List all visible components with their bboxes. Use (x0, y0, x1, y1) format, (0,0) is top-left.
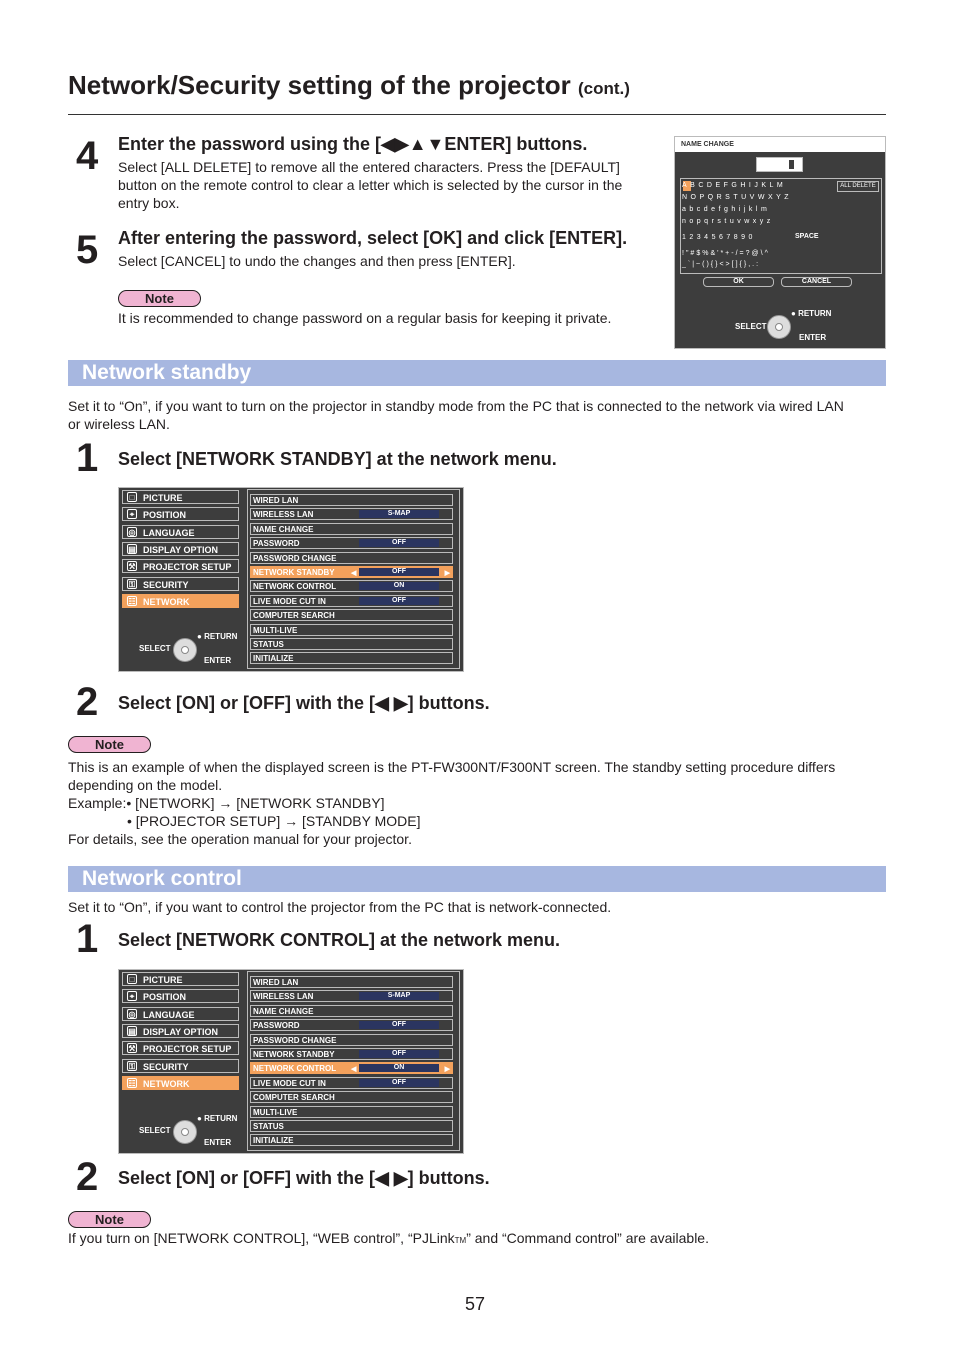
step-4-number: 4 (76, 134, 99, 178)
left-menu-label: POSITION (143, 992, 187, 1002)
submenu-value: OFF (359, 539, 439, 547)
select-label: SELECT (735, 322, 767, 331)
standby-left-menu-language[interactable] (122, 525, 239, 539)
return-text: RETURN (798, 309, 832, 318)
control-note-post: ” and “Command control” are available. (466, 1230, 709, 1246)
network-control-section-bar (68, 866, 886, 892)
standby-submenu-network-standby[interactable] (250, 566, 453, 578)
submenu-label: NETWORK STANDBY (253, 1050, 335, 1059)
left-menu-label: NETWORK (143, 597, 190, 607)
network-control-heading: Network control (82, 867, 242, 890)
enter-label: ENTER (799, 333, 827, 342)
char-row-7[interactable]: _`|~(){}<>[]{},.: (682, 261, 761, 268)
standby-submenu-live-mode-cut-in[interactable] (250, 595, 453, 607)
note-text-1: It is recommended to change password on a regular basis for keeping it private. (118, 310, 612, 326)
space-key[interactable]: SPACE (795, 233, 819, 240)
char-row-4[interactable]: nopqrstuvwxyz (682, 218, 774, 225)
position-icon: ⌖ (127, 509, 137, 519)
standby-enter-label: ENTER (204, 656, 232, 665)
left-arrow-icon[interactable]: ◀ (351, 570, 357, 577)
step-4-heading: Enter the password using the [◀▶▲▼ENTER] buttons. (118, 134, 588, 154)
control-step-1-number: 1 (76, 917, 99, 961)
standby-select-dial-icon (173, 638, 197, 662)
submenu-label: WIRELESS LAN (253, 992, 314, 1002)
network-standby-note (68, 758, 886, 848)
standby-note-line-5: For details, see the operation manual for your projector. (68, 831, 412, 847)
language-icon: ◎ (128, 528, 136, 537)
control-submenu-wired-lan[interactable] (250, 976, 453, 988)
network-icon: ☷ (128, 1079, 136, 1088)
submenu-label: NETWORK CONTROL (253, 582, 337, 592)
control-step-1-heading: Select [NETWORK CONTROL] at the network menu. (118, 930, 561, 950)
standby-submenu-name-change[interactable] (250, 523, 453, 535)
submenu-label: NAME CHANGE (253, 1006, 314, 1016)
name-change-header: NAME CHANGE (675, 137, 885, 152)
char-row-3[interactable]: abcdefghijklm (682, 206, 771, 213)
network-standby-intro-line-2: or wireless LAN. (68, 416, 170, 432)
password-entry-box[interactable] (756, 157, 803, 172)
submenu-label: WIRELESS LAN (253, 510, 314, 520)
control-network-submenu (247, 971, 460, 1151)
cancel-button[interactable]: CANCEL (781, 277, 852, 287)
control-return-label: ● RETURN (197, 1114, 238, 1123)
left-menu-label: SECURITY (143, 580, 189, 590)
step-5-heading: After entering the password, select [OK] and click [ENTER]. (118, 228, 628, 248)
submenu-label: PASSWORD (253, 1021, 300, 1031)
control-submenu-network-standby[interactable] (250, 1048, 453, 1060)
submenu-value: OFF (359, 1021, 439, 1029)
submenu-value: OFF (359, 1079, 439, 1087)
note-badge-3: Note (68, 1211, 151, 1228)
control-note-pre: If you turn on [NETWORK CONTROL], “WEB control”, “PJLink (68, 1230, 455, 1246)
standby-return-label: ● RETURN (197, 632, 238, 641)
standby-left-menu-security[interactable] (122, 577, 239, 591)
submenu-label: WIRED LAN (253, 496, 299, 505)
step-4-line-3: entry box. (118, 195, 180, 211)
submenu-label: LIVE MODE CUT IN (253, 596, 326, 606)
projector-setup-icon: ⚒ (128, 562, 136, 571)
left-menu-label: PROJECTOR SETUP (143, 1044, 232, 1054)
control-step-2-number: 2 (76, 1155, 99, 1199)
page-title-cont: (cont.) (577, 79, 630, 98)
step-4-line-1: Select [ALL DELETE] to remove all the entered characters. Press the [DEFAULT] (118, 159, 620, 175)
return-text: RETURN (204, 1114, 238, 1123)
page-title (68, 70, 630, 101)
control-note-tm: TM (454, 1236, 467, 1245)
submenu-label: STATUS (253, 640, 284, 649)
left-menu-label: PICTURE (143, 493, 183, 503)
left-menu-label: DISPLAY OPTION (143, 545, 219, 555)
network-control-note (68, 1229, 709, 1250)
submenu-value: ON (359, 582, 439, 590)
submenu-value: OFF (359, 1050, 439, 1058)
standby-submenu-password-change[interactable] (250, 552, 453, 564)
left-menu-label: NETWORK (143, 1079, 190, 1089)
submenu-value: S-MAP (359, 510, 439, 518)
step-5-number: 5 (76, 228, 99, 272)
position-icon: ⌖ (127, 991, 137, 1001)
standby-submenu-initialize[interactable] (250, 652, 453, 664)
step-5-text: Select [CANCEL] to undo the changes and then press [ENTER]. (118, 253, 516, 269)
control-select-dial-icon (173, 1120, 197, 1144)
standby-submenu-password[interactable] (250, 537, 453, 549)
control-submenu-initialize[interactable] (250, 1134, 453, 1146)
standby-note-line-4: • [PROJECTOR SETUP] → [STANDBY MODE] (127, 813, 421, 829)
control-left-menu-display-option[interactable] (122, 1024, 239, 1038)
control-left-menu-projector-setup[interactable] (122, 1041, 239, 1055)
submenu-value: OFF (359, 568, 439, 576)
control-left-menu-network[interactable] (122, 1076, 239, 1090)
all-delete-button[interactable]: ALL DELETE (837, 181, 879, 192)
submenu-label: COMPUTER SEARCH (253, 1093, 335, 1103)
submenu-value: ON (359, 1064, 439, 1072)
standby-step-1-number: 1 (76, 436, 99, 480)
submenu-label: LIVE MODE CUT IN (253, 1078, 326, 1088)
control-submenu-multi-live[interactable] (250, 1106, 453, 1118)
standby-submenu-multi-live[interactable] (250, 624, 453, 636)
right-arrow-icon[interactable]: ▶ (444, 1066, 450, 1074)
select-dial-icon (767, 315, 791, 339)
submenu-label: NETWORK STANDBY (253, 568, 335, 577)
network-icon: ☷ (128, 597, 136, 606)
standby-left-menu-position[interactable] (122, 507, 239, 521)
submenu-value: S-MAP (359, 992, 439, 1000)
note-badge-1: Note (118, 290, 201, 307)
left-menu-label: DISPLAY OPTION (143, 1027, 219, 1037)
return-text: RETURN (204, 632, 238, 641)
page-number: 57 (465, 1294, 486, 1314)
char-row-2[interactable]: NOPQRSTUVWXYZ (682, 194, 793, 201)
standby-step-2-number: 2 (76, 680, 99, 724)
step-4-line-2: button on the remote control to clear a letter which is selected by the cursor in the (118, 177, 623, 193)
submenu-label: INITIALIZE (253, 1136, 294, 1146)
control-step-2-heading: Select [ON] or [OFF] with the [◀ ▶] buttons. (118, 1168, 490, 1188)
left-menu-label: SECURITY (143, 1062, 189, 1072)
title-rule (68, 114, 886, 115)
standby-left-menu-display-option[interactable] (122, 542, 239, 556)
security-icon: ⚿ (128, 580, 136, 589)
submenu-label: MULTI-LIVE (253, 1107, 298, 1117)
submenu-label: NETWORK CONTROL (253, 1064, 337, 1074)
submenu-label: INITIALIZE (253, 654, 294, 664)
control-left-menu-security[interactable] (122, 1059, 239, 1073)
submenu-label: NAME CHANGE (253, 524, 314, 534)
control-left-menu-language[interactable] (122, 1007, 239, 1021)
control-submenu-name-change[interactable] (250, 1005, 453, 1017)
standby-note-line-1: This is an example of when the displayed screen is the PT-FW300NT/F300NT screen. The standby setting procedure differs (68, 759, 836, 775)
control-submenu-network-control[interactable] (250, 1062, 453, 1074)
standby-submenu-wireless-lan[interactable] (250, 508, 453, 520)
submenu-label: STATUS (253, 1122, 284, 1131)
standby-submenu-wired-lan[interactable] (250, 494, 453, 506)
step-4-text (118, 158, 658, 212)
standby-step-1-heading: Select [NETWORK STANDBY] at the network menu. (118, 449, 557, 469)
picture-icon: □ (127, 492, 137, 502)
char-row-1[interactable]: ABCDEFGHIJKLM (682, 182, 787, 189)
control-submenu-computer-search[interactable] (250, 1091, 453, 1103)
standby-step-2-heading: Select [ON] or [OFF] with the [◀ ▶] buttons. (118, 693, 490, 713)
language-icon: ◎ (128, 1010, 136, 1019)
standby-submenu-status[interactable] (250, 638, 453, 650)
network-menu-screen-standby (118, 487, 464, 672)
standby-left-menu-picture[interactable] (122, 490, 239, 504)
note-badge-2: Note (68, 736, 151, 753)
page-title-text: Network/Security setting of the projector (68, 70, 571, 100)
network-control-intro: Set it to “On”, if you want to control the projector from the PC that is network-connected. (68, 899, 612, 915)
name-change-screen (674, 136, 886, 349)
projector-setup-icon: ⚒ (128, 1044, 136, 1053)
network-standby-section-bar (68, 360, 886, 386)
ok-button[interactable]: OK (703, 277, 774, 287)
return-label: ● RETURN (791, 309, 832, 318)
standby-note-line-2: depending on the model. (68, 777, 223, 793)
standby-select-label: SELECT (139, 644, 171, 653)
left-menu-label: LANGUAGE (143, 1010, 195, 1020)
network-menu-screen-control (118, 969, 464, 1154)
control-submenu-live-mode-cut-in[interactable] (250, 1077, 453, 1089)
submenu-value: OFF (359, 597, 439, 605)
submenu-label: PASSWORD CHANGE (253, 553, 337, 563)
standby-network-submenu (247, 489, 460, 669)
left-menu-label: PROJECTOR SETUP (143, 562, 232, 572)
standby-submenu-network-control[interactable] (250, 580, 453, 592)
network-standby-intro (68, 397, 886, 433)
submenu-label: MULTI-LIVE (253, 625, 298, 635)
display-option-icon: ▤ (128, 545, 136, 554)
control-submenu-password-change[interactable] (250, 1034, 453, 1046)
standby-left-menu-projector-setup[interactable] (122, 559, 239, 573)
control-submenu-wireless-lan[interactable] (250, 990, 453, 1002)
network-standby-intro-line-1: Set it to “On”, if you want to turn on the projector in standby mode from the PC that is connected to the network via wired LAN (68, 398, 844, 414)
char-row-6[interactable]: !"#$%&'*+-/=?@\^ (682, 250, 770, 257)
control-left-menu-position[interactable] (122, 989, 239, 1003)
control-submenu-password[interactable] (250, 1019, 453, 1031)
left-menu-label: LANGUAGE (143, 528, 195, 538)
submenu-label: COMPUTER SEARCH (253, 611, 335, 621)
char-row-5[interactable]: 1234567890 (682, 234, 756, 241)
network-standby-heading: Network standby (82, 361, 252, 384)
control-select-label: SELECT (139, 1126, 171, 1135)
security-icon: ⚿ (128, 1062, 136, 1071)
left-arrow-icon[interactable]: ◀ (351, 1066, 357, 1074)
character-grid (680, 178, 882, 274)
submenu-label: PASSWORD (253, 539, 300, 549)
control-left-menu-picture[interactable] (122, 972, 239, 986)
left-menu-label: PICTURE (143, 975, 183, 985)
right-arrow-icon[interactable]: ▶ (444, 570, 450, 577)
standby-note-line-3: Example:• [NETWORK] → [NETWORK STANDBY] (68, 795, 385, 811)
display-option-icon: ▤ (128, 1027, 136, 1036)
left-menu-label: POSITION (143, 510, 187, 520)
control-submenu-status[interactable] (250, 1120, 453, 1132)
standby-left-menu-network[interactable] (122, 594, 239, 608)
submenu-label: WIRED LAN (253, 978, 299, 987)
picture-icon: □ (127, 974, 137, 984)
control-enter-label: ENTER (204, 1138, 232, 1147)
submenu-label: PASSWORD CHANGE (253, 1035, 337, 1045)
standby-submenu-computer-search[interactable] (250, 609, 453, 621)
